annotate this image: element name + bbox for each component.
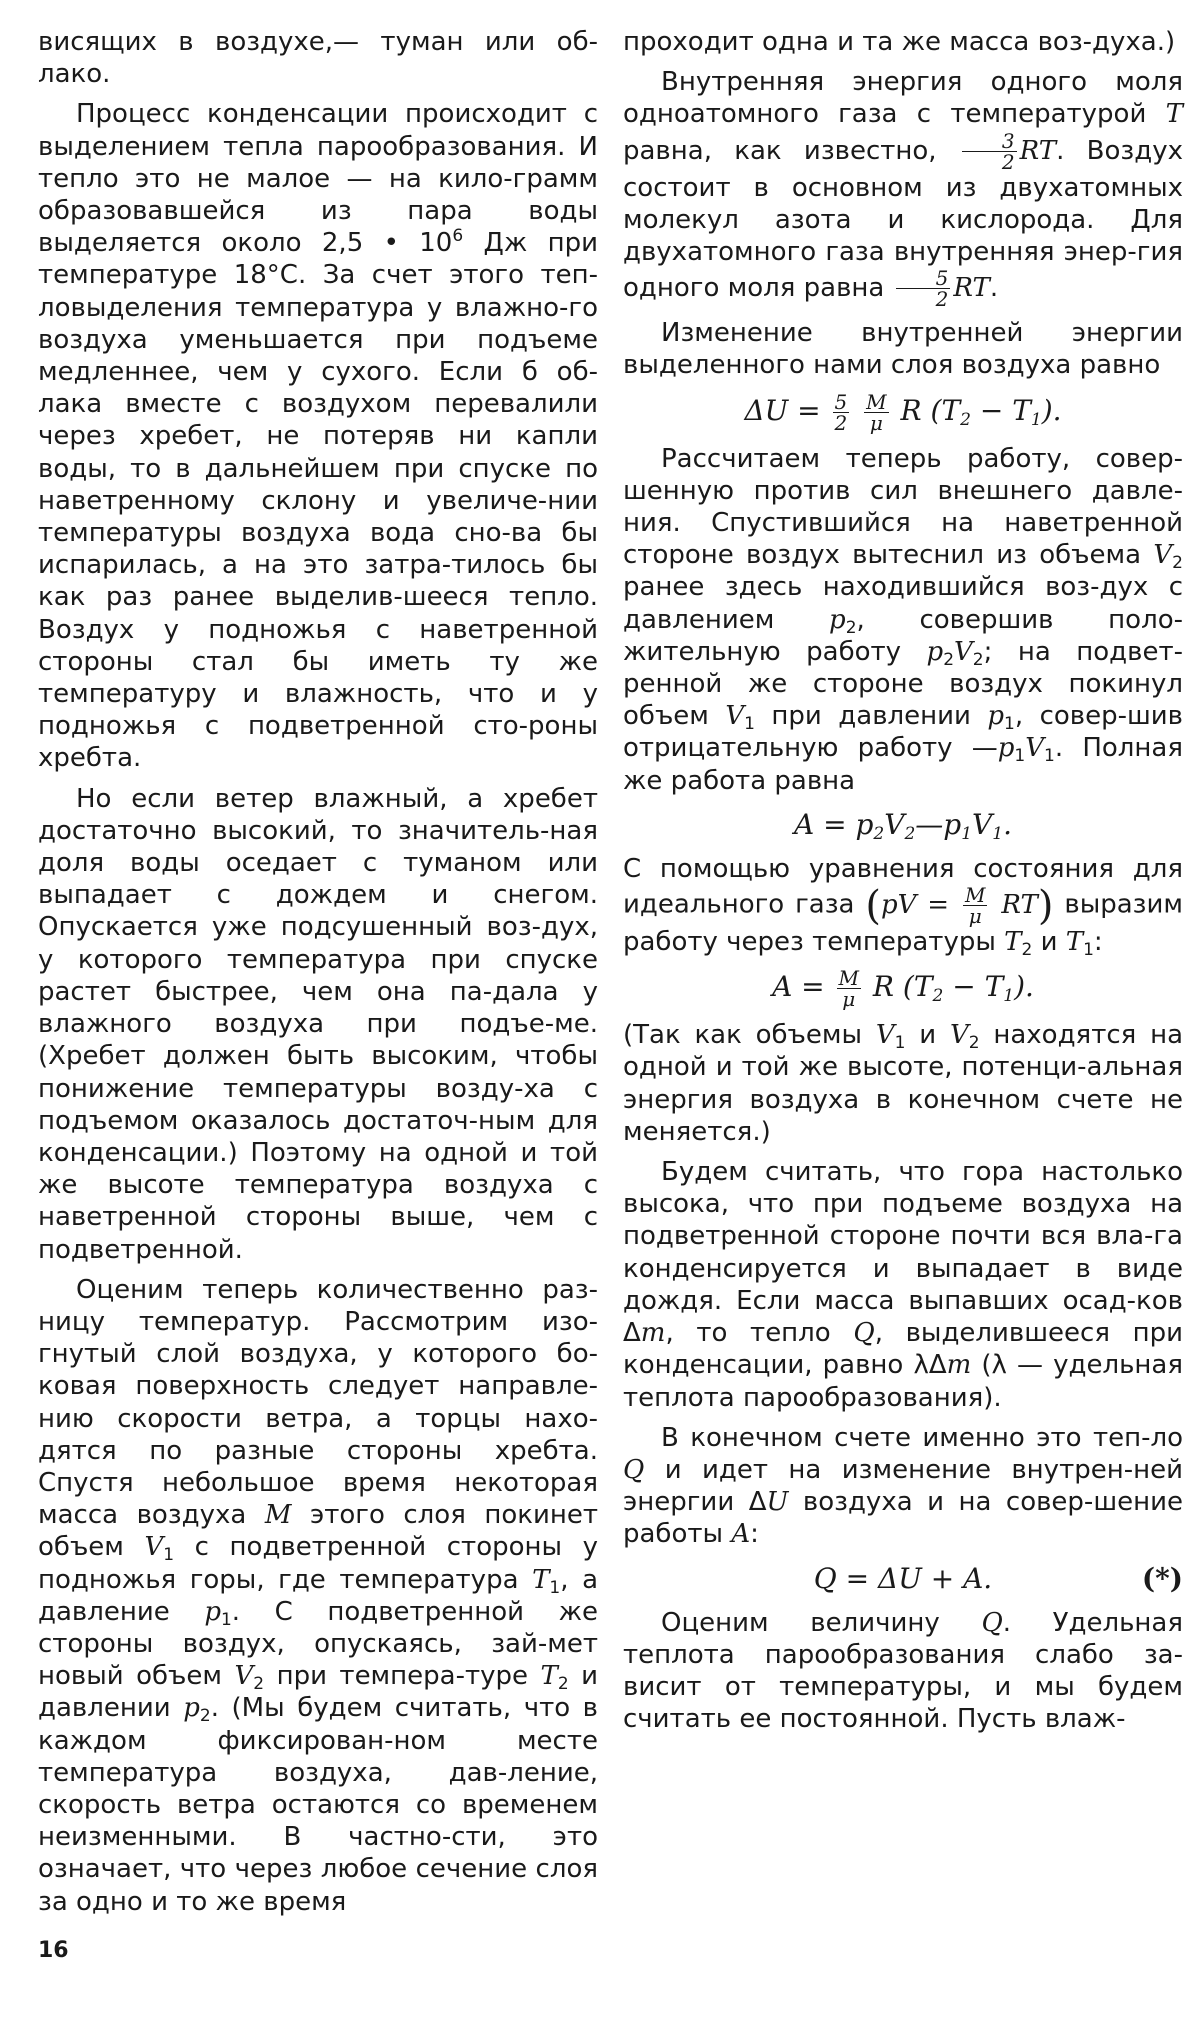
paragraph: Изменение внутренней энергии выделенного нами слоя воздуха равно [623,318,1183,381]
right-column [623,26,1183,1735]
paragraph: Но если ветер влажный, а хребет достаточно высокий, то значитель-ная доля воды оседает с туманом или выпадает с дождем и снегом. Опускается уже подсушенный воз-дух, у которого температура при спуске растет быстрее, чем она па-дала у влажного воздуха при подъе-ме. (Хребет должен быть высоким, чтобы понижение температуры возду-ха с подъемом оказалось достаточ-ным для конденсации.) Поэтому на одной и той же высоте температура воздуха с наветренной стороны выше, чем с подветренной. [38,783,598,1265]
paragraph: Оценим величину Q. Удельная теплота парообразования слабо за-висит от температуры, и мы будем считать ее постоянной. Пусть влаж- [623,1607,1183,1735]
paragraph: (Так как объемы $V_1$ и $V_2$ находятся на одной и той же высоте, потенци-альная энергия воздуха в конечном счете не меняется.) [623,1020,1184,1147]
formula-energy-balance: Q = ΔU + A. (*) [813,1561,1183,1595]
paragraph: Внутренняя энергия одного моля одноатомного газа с температурой T равна, как известно, $\frac{3}{2}$ RT. Воздух состоит в основном из двухатомных молекул азота и кислорода. Для двухатомного газа внутренняя энер-гия одного моля равна $\frac{5}{2}$ RT. [623,67,1183,312]
paragraph: С помощью уравнения состояния для идеального газа (pV = $\frac{M}{\mu}$ RT) выразим работу через температуры $T_2$ и $T_1$: [623,853,1183,961]
page-number: 16 [38,1938,69,1963]
formula-work-pv: $A = p_2V_2—p_1V_1$. [793,807,1013,844]
paragraph: висящих в воздухе,— туман или об-лако. [38,27,598,90]
paragraph: Процесс конденсации происходит с выделением тепла парообразования. И тепло это не малое — на кило-грамм образовавшейся из пара воды выделяется около 2,5 • $10^6$ Дж при температуре 18°С. За счет этого теп-ловыделения температура у влажно-го воздуха уменьшается при подъеме медленнее, чем у сухого. Если б об-лака вместе с воздухом перевалили через хребет, не потеряв ни капли воды, то в дальнейшем при спуске по наветренному склону и увеличе-нии температуры воздуха вода сно-ва бы испарилась, а на это затра-тилось бы как раз ранее выделив-шееся тепло. Воздух у подножья с наветренной стороны стал бы иметь ту же температуру и влажность, что и у подножья с подветренной сто-роны хребта. [38,99,598,774]
formula-delta-u: ΔU = $\frac{5}{2}$ $\frac{M}{\mu}$ R $(T_2 - T_1)$. [744,389,1062,435]
equation-tag: (*) [1141,1561,1183,1595]
paragraph: Рассчитаем теперь работу, совер-шенную против сил внешнего давле-ния. Спустившийся на наветренной стороне воздух вытеснил из объема $V_2$ ранее здесь находившийся воз-дух с давлением $p_2$, совершив поло-жительную работу $p_2V_2$; на подвет-ренной же стороне воздух покинул объем $V_1$ при давлении $p_1$, совер-шив отрицательную работу $—p_1V_1$. Полная же работа равна [623,443,1183,796]
paragraph: Оценим теперь количественно раз-ницу температур. Рассмотрим изо-гнутый слой воздуха, у которого бо-ковая поверхность следует направле-нию скорости ветра, а торцы нахо-дятся по разные стороны хребта. Спустя небольшое время некоторая масса воздуха M этого слоя покинет объем $V_1$ с подветренной стороны у подножья горы, где температура $T_1$, а давление $p_1$. С подветренной же стороны воздух, опускаясь, зай-мет новый объем $V_2$ при темпера-туре $T_2$ и давлении $p_2$. (Мы будем считать, что в каждом фиксирован-ном месте температура воздуха, дав-ление, скорость ветра остаются со временем неизменными. В частно-сти, это означает, что через любое сечение слоя за одно и то же время [38,1274,599,1917]
formula-work-t: A = $\frac{M}{\mu}$ R $(T_2 - T_1)$. [772,966,1034,1012]
paragraph: В конечном счете именно это теп-ло Q и идет на изменение внутрен-ней энергии ΔU воздуха и на совер-шение работы A: [623,1422,1183,1550]
left-column [38,26,598,1918]
paragraph: проходит одна и та же масса воз-духа.) [623,27,1176,57]
paragraph: Будем считать, что гора настолько высока, что при подъеме воздуха на подветренной стороне почти вся вла-га конденсируется и выпадает в виде дождя. Если масса выпавших осад-ков Δm, то тепло Q, выделившееся при конденсации, равно λΔm (λ — удельная теплота парообразования). [623,1157,1184,1413]
